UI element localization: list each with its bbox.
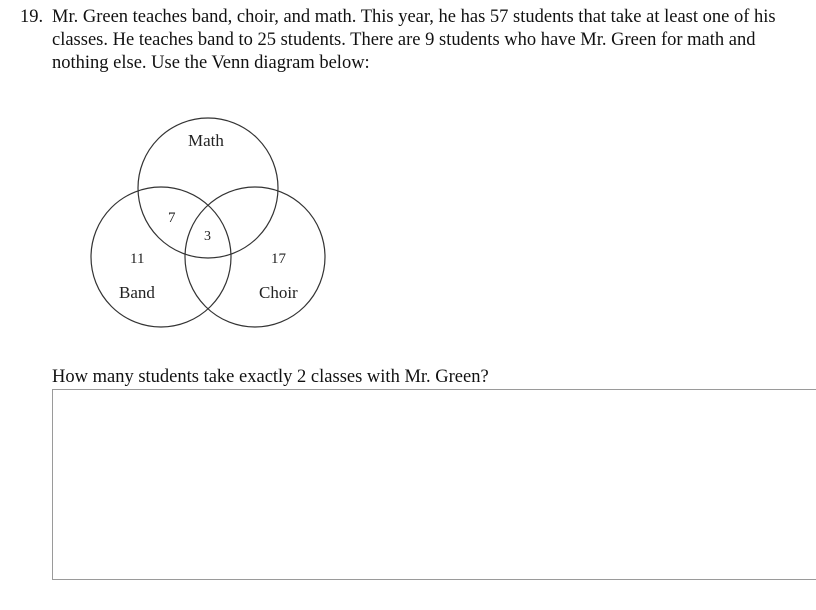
band-math-value: 7: [168, 210, 176, 226]
band-only-value: 11: [130, 251, 145, 267]
band-circle: [91, 187, 231, 327]
venn-svg: [80, 110, 340, 340]
math-label: Math: [188, 131, 224, 150]
all-three-value: 3: [204, 229, 211, 244]
choir-circle: [185, 187, 325, 327]
problem-statement: [20, 6, 816, 75]
choir-only-value: 17: [271, 251, 286, 267]
question-text: How many students take exactly 2 classes with Mr. Green?: [52, 367, 489, 387]
venn-diagram: [80, 110, 340, 340]
problem-text: Mr. Green teaches band, choir, and math. This year, he has 57 students that take at least one of his classes. He teaches band to 25 students. There are 9 students who have Mr. Green for math and nothing else. Use the Venn diagram below:: [52, 7, 776, 73]
problem-number: 19.: [20, 7, 44, 27]
choir-label: Choir: [259, 283, 298, 302]
band-label: Band: [119, 283, 155, 302]
answer-box[interactable]: [52, 389, 816, 580]
